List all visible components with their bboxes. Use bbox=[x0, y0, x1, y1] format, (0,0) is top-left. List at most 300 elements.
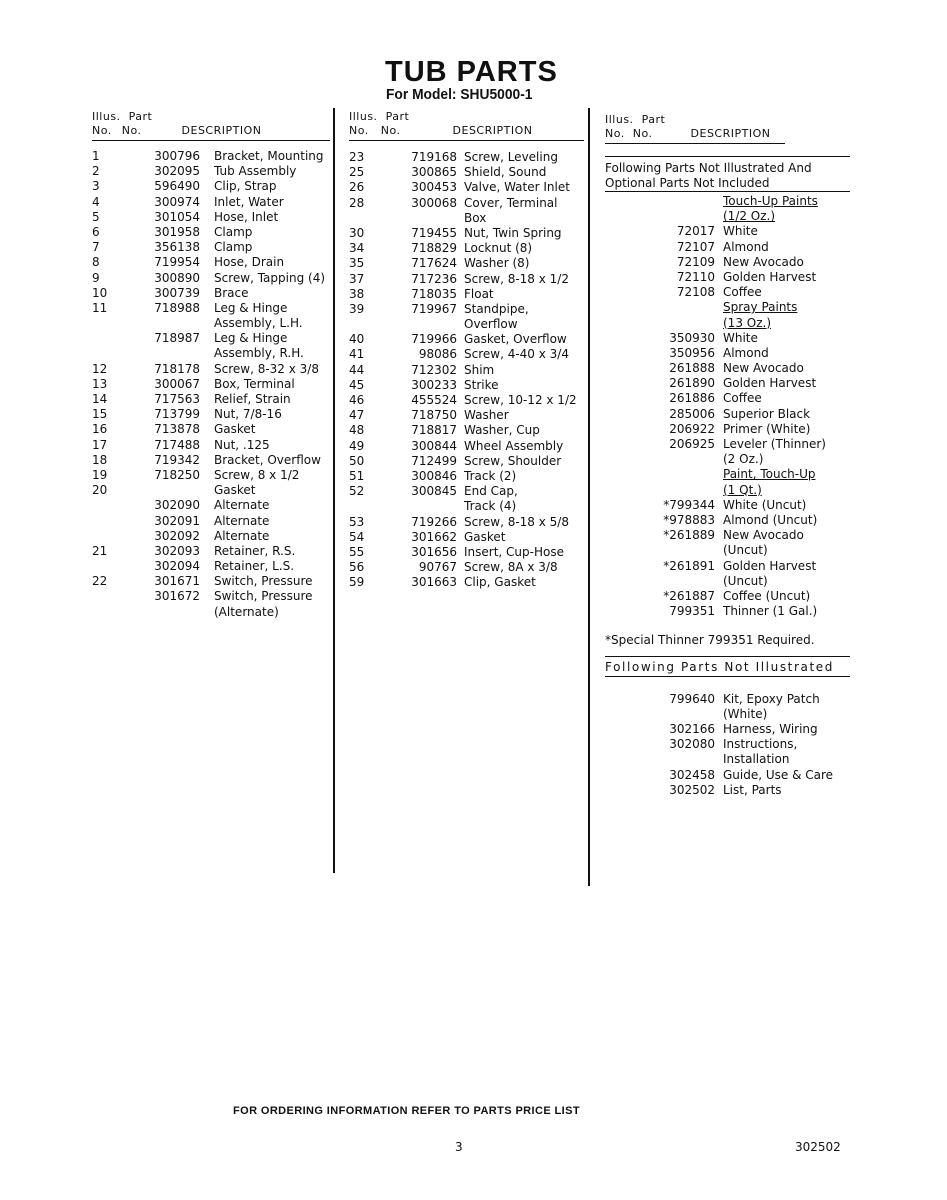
table-row bbox=[92, 149, 330, 164]
illus-number: 53 bbox=[349, 514, 365, 529]
part-number: 719168 bbox=[411, 150, 457, 164]
part-description: (White) bbox=[723, 706, 768, 721]
part-number: 302080 bbox=[669, 737, 715, 752]
header-illus: Illus. bbox=[349, 110, 378, 123]
table-row bbox=[349, 332, 584, 347]
part-description: Coffee bbox=[723, 285, 762, 300]
table-row bbox=[92, 164, 330, 179]
table-row bbox=[92, 301, 330, 316]
part-description: Box, Terminal bbox=[214, 376, 295, 391]
illus-number: 30 bbox=[349, 225, 365, 240]
column-divider bbox=[588, 108, 590, 886]
part-description: Switch, Pressure bbox=[214, 589, 313, 604]
table-row bbox=[92, 392, 330, 407]
table-row bbox=[605, 589, 850, 604]
part-description: Screw, 8-18 x 1/2 bbox=[464, 271, 569, 286]
table-row bbox=[605, 543, 850, 558]
part-number: 718750 bbox=[411, 408, 457, 423]
part-description: Gasket bbox=[214, 422, 256, 437]
part-description: Brace bbox=[214, 285, 249, 300]
part-description: (2 Oz.) bbox=[723, 452, 764, 467]
part-number: 799351 bbox=[669, 604, 715, 619]
table-row bbox=[605, 707, 850, 722]
part-description: Nut, 7/8-16 bbox=[214, 407, 282, 422]
part-description: Overflow bbox=[464, 317, 518, 332]
part-number: 72109 bbox=[676, 254, 715, 269]
table-row bbox=[92, 271, 330, 286]
page-number: 3 bbox=[455, 1140, 463, 1154]
illus-number: 21 bbox=[92, 543, 108, 558]
part-description: Hose, Drain bbox=[214, 255, 285, 270]
part-description: (13 Oz.) bbox=[723, 315, 772, 330]
ordering-note: FOR ORDERING INFORMATION REFER TO PARTS PRICE LIST bbox=[233, 1105, 580, 1117]
table-row bbox=[92, 605, 330, 620]
part-number: 72108 bbox=[676, 285, 715, 300]
illus-number: 15 bbox=[92, 407, 108, 422]
part-description: Golden Harvest bbox=[723, 558, 817, 573]
illus-number: 37 bbox=[349, 271, 365, 286]
table-row bbox=[349, 317, 584, 332]
illus-number: 18 bbox=[92, 452, 108, 467]
illus-number: 41 bbox=[349, 347, 365, 362]
part-description: Nut, .125 bbox=[214, 437, 270, 452]
table-row bbox=[605, 483, 850, 498]
table-row bbox=[605, 737, 850, 752]
table-row bbox=[605, 376, 850, 391]
part-number: *978883 bbox=[663, 512, 715, 527]
part-number: 718987 bbox=[154, 331, 200, 346]
part-number: 717563 bbox=[154, 392, 200, 406]
part-number: 302092 bbox=[154, 528, 200, 543]
header-no: No. bbox=[632, 127, 653, 140]
illus-number: 39 bbox=[349, 301, 365, 316]
header-no: No. bbox=[121, 124, 142, 137]
part-number: 302095 bbox=[154, 164, 200, 179]
part-number: 717236 bbox=[411, 271, 457, 286]
part-number: 301663 bbox=[411, 575, 457, 590]
table-row bbox=[349, 302, 584, 317]
part-number: 719455 bbox=[411, 225, 457, 240]
illus-number: 2 bbox=[92, 164, 100, 179]
part-description: Touch-Up Paints bbox=[723, 194, 818, 208]
illus-number: 22 bbox=[92, 574, 108, 589]
part-description: Clamp bbox=[214, 240, 253, 255]
part-description: Screw, Tapping (4) bbox=[214, 270, 326, 285]
table-row bbox=[92, 286, 330, 301]
table-row bbox=[605, 783, 850, 798]
illus-number: 14 bbox=[92, 392, 108, 406]
table-row bbox=[605, 285, 850, 300]
part-description: Standpipe, bbox=[464, 301, 529, 316]
part-number: 712499 bbox=[411, 453, 457, 468]
part-description: Primer (White) bbox=[723, 421, 811, 436]
illus-number: 25 bbox=[349, 165, 365, 180]
part-description: Alternate bbox=[214, 513, 270, 528]
part-number: 300067 bbox=[154, 376, 200, 391]
table-row bbox=[92, 544, 330, 559]
part-number: 713799 bbox=[154, 407, 200, 422]
illus-number: 11 bbox=[92, 300, 108, 315]
part-number: 300974 bbox=[154, 194, 200, 209]
table-row bbox=[349, 150, 584, 165]
part-description: Thinner (1 Gal.) bbox=[723, 604, 818, 619]
part-description: Alternate bbox=[214, 498, 270, 513]
part-description: Inlet, Water bbox=[214, 194, 284, 209]
header-no: No. bbox=[92, 124, 112, 137]
column-header bbox=[349, 109, 584, 145]
table-row bbox=[92, 240, 330, 255]
header-part: Part bbox=[128, 110, 153, 123]
table-row bbox=[605, 452, 850, 467]
illus-number: 54 bbox=[349, 529, 365, 544]
table-row bbox=[605, 240, 850, 255]
header-description: DESCRIPTION bbox=[452, 124, 533, 137]
part-description: Screw, 8-32 x 3/8 bbox=[214, 361, 319, 376]
part-description: Valve, Water Inlet bbox=[464, 180, 570, 195]
part-description: Retainer, R.S. bbox=[214, 543, 296, 558]
part-description: (1/2 Oz.) bbox=[723, 209, 776, 224]
table-row bbox=[605, 316, 850, 331]
part-description: Leg & Hinge bbox=[214, 300, 288, 315]
part-description: Shield, Sound bbox=[464, 165, 547, 180]
table-row bbox=[605, 224, 850, 239]
part-description: Insert, Cup-Hose bbox=[464, 544, 564, 559]
part-description: Cover, Terminal bbox=[464, 195, 558, 210]
header-part: Part bbox=[641, 113, 666, 126]
part-description: Box bbox=[464, 210, 487, 225]
illus-number: 19 bbox=[92, 467, 108, 482]
table-row bbox=[92, 498, 330, 513]
special-thinner-note: *Special Thinner 799351 Required. bbox=[605, 633, 815, 648]
part-description: White bbox=[723, 330, 758, 345]
optional-parts-list bbox=[605, 194, 850, 619]
part-description: Switch, Pressure bbox=[214, 574, 313, 589]
part-description: Coffee (Uncut) bbox=[723, 588, 811, 603]
part-description: Screw, 4-40 x 3/4 bbox=[464, 347, 569, 362]
illus-number: 34 bbox=[349, 241, 365, 256]
table-row bbox=[349, 530, 584, 545]
part-description: Installation bbox=[723, 752, 790, 767]
not-illustrated-heading: Following Parts Not Illustrated bbox=[605, 657, 850, 676]
part-number: 90767 bbox=[418, 560, 457, 575]
part-description: Relief, Strain bbox=[214, 392, 291, 406]
part-number: 719342 bbox=[154, 452, 200, 467]
part-description: Float bbox=[464, 286, 494, 301]
table-row bbox=[605, 437, 850, 452]
illus-number: 28 bbox=[349, 195, 365, 210]
part-number: 206925 bbox=[669, 437, 715, 451]
table-row bbox=[349, 484, 584, 499]
table-row bbox=[605, 331, 850, 346]
part-number: 302093 bbox=[154, 543, 200, 558]
part-description: Hose, Inlet bbox=[214, 209, 279, 224]
part-description: Leveler (Thinner) bbox=[723, 437, 826, 451]
part-number: 350930 bbox=[669, 330, 715, 345]
part-description: Screw, Shoulder bbox=[464, 453, 562, 468]
illus-number: 55 bbox=[349, 544, 365, 559]
parts-column-1 bbox=[92, 109, 330, 620]
table-row bbox=[605, 722, 850, 737]
part-number: 719967 bbox=[411, 301, 457, 316]
table-row bbox=[605, 346, 850, 361]
part-number: 261886 bbox=[669, 391, 715, 406]
table-row bbox=[349, 423, 584, 438]
part-number: 300844 bbox=[411, 438, 457, 453]
parts-column-2 bbox=[349, 109, 584, 590]
table-row bbox=[349, 272, 584, 287]
part-number: 301958 bbox=[154, 224, 200, 239]
table-row bbox=[605, 209, 850, 224]
part-description: Spray Paints bbox=[723, 300, 798, 315]
table-row bbox=[349, 378, 584, 393]
illus-number: 1 bbox=[92, 149, 100, 163]
part-description: Paint, Touch-Up bbox=[723, 467, 816, 482]
table-row bbox=[92, 483, 330, 498]
part-description: White (Uncut) bbox=[723, 497, 807, 512]
part-number: 596490 bbox=[154, 179, 200, 194]
illus-number: 51 bbox=[349, 468, 365, 483]
table-row bbox=[349, 560, 584, 575]
table-row bbox=[605, 768, 850, 783]
part-description: (Alternate) bbox=[214, 604, 279, 619]
part-description: Gasket bbox=[464, 529, 506, 544]
part-number: 301662 bbox=[411, 529, 457, 544]
part-description: Clip, Strap bbox=[214, 179, 277, 194]
illus-number: 5 bbox=[92, 209, 100, 224]
part-description: Gasket, Overflow bbox=[464, 332, 567, 347]
table-row bbox=[605, 604, 850, 619]
table-row bbox=[349, 241, 584, 256]
part-number: 719966 bbox=[411, 332, 457, 347]
part-description: End Cap, bbox=[464, 484, 518, 499]
part-description: Leg & Hinge bbox=[214, 331, 288, 346]
part-description: Bracket, Overflow bbox=[214, 452, 321, 467]
part-number: 285006 bbox=[669, 406, 715, 421]
illus-number: 3 bbox=[92, 179, 100, 194]
table-row bbox=[349, 180, 584, 195]
table-row bbox=[92, 529, 330, 544]
part-description: New Avocado bbox=[723, 361, 804, 376]
illus-number: 44 bbox=[349, 362, 365, 377]
illus-number: 8 bbox=[92, 255, 100, 270]
part-number: 719266 bbox=[411, 514, 457, 529]
optional-heading: Following Parts Not Illustrated And Optional Parts Not Included bbox=[605, 157, 850, 192]
table-row bbox=[92, 438, 330, 453]
part-number: 261888 bbox=[669, 361, 715, 376]
illus-number: 4 bbox=[92, 194, 100, 209]
part-number: *261891 bbox=[663, 558, 715, 573]
part-description: Track (2) bbox=[464, 468, 517, 483]
table-row bbox=[605, 574, 850, 589]
part-description: Harness, Wiring bbox=[723, 722, 818, 737]
table-row bbox=[349, 439, 584, 454]
table-row bbox=[92, 179, 330, 194]
table-row bbox=[605, 255, 850, 270]
part-number: 301672 bbox=[154, 589, 200, 604]
not-illustrated-list bbox=[605, 692, 850, 798]
table-row bbox=[349, 454, 584, 469]
table-row bbox=[92, 422, 330, 437]
table-row bbox=[605, 513, 850, 528]
part-number: 302458 bbox=[669, 767, 715, 782]
part-description: Instructions, bbox=[723, 737, 798, 752]
part-description: Screw, 8 x 1/2 bbox=[214, 467, 300, 482]
table-row bbox=[605, 559, 850, 574]
table-row bbox=[349, 347, 584, 362]
illus-number: 17 bbox=[92, 437, 108, 452]
table-row bbox=[92, 453, 330, 468]
part-description: New Avocado bbox=[723, 254, 804, 269]
header-no: No. bbox=[605, 127, 625, 140]
part-description: Retainer, L.S. bbox=[214, 559, 295, 574]
illus-number: 45 bbox=[349, 377, 365, 392]
table-row bbox=[605, 270, 850, 285]
parts-list bbox=[92, 149, 330, 620]
illus-number: 26 bbox=[349, 180, 365, 195]
table-row bbox=[605, 528, 850, 543]
part-number: 717624 bbox=[411, 256, 457, 271]
part-description: Assembly, R.H. bbox=[214, 346, 304, 361]
table-row bbox=[92, 574, 330, 589]
header-description: DESCRIPTION bbox=[181, 124, 262, 137]
illus-number: 46 bbox=[349, 393, 365, 407]
illus-number: 6 bbox=[92, 224, 100, 239]
table-row bbox=[92, 225, 330, 240]
part-description: (Uncut) bbox=[723, 573, 768, 588]
parts-column-3 bbox=[605, 112, 850, 798]
part-description: Alternate bbox=[214, 528, 270, 543]
table-row bbox=[92, 589, 330, 604]
part-number: 300453 bbox=[411, 180, 457, 195]
part-description: Washer (8) bbox=[464, 256, 530, 271]
column-divider bbox=[333, 108, 335, 873]
table-row bbox=[605, 194, 850, 209]
illus-number: 13 bbox=[92, 376, 108, 391]
part-number: 300846 bbox=[411, 468, 457, 483]
part-number: 300796 bbox=[154, 149, 200, 163]
part-description: Washer bbox=[464, 408, 509, 423]
part-description: Superior Black bbox=[723, 406, 811, 421]
part-description: Nut, Twin Spring bbox=[464, 225, 562, 240]
part-description: Coffee bbox=[723, 391, 762, 406]
header-no: No. bbox=[380, 124, 401, 137]
part-number: 718250 bbox=[154, 467, 200, 482]
part-number: 301671 bbox=[154, 574, 200, 589]
table-row bbox=[92, 514, 330, 529]
part-number: 302166 bbox=[669, 722, 715, 737]
table-row bbox=[349, 575, 584, 590]
part-number: 302090 bbox=[154, 498, 200, 513]
illus-number: 40 bbox=[349, 332, 365, 347]
part-number: *261889 bbox=[663, 528, 715, 543]
table-row bbox=[605, 361, 850, 376]
table-row bbox=[605, 692, 850, 707]
table-row bbox=[349, 363, 584, 378]
table-row bbox=[349, 515, 584, 530]
part-number: 300865 bbox=[411, 165, 457, 180]
table-row bbox=[605, 467, 850, 482]
header-part: Part bbox=[385, 110, 410, 123]
table-row bbox=[349, 545, 584, 560]
illus-number: 12 bbox=[92, 361, 108, 376]
table-row bbox=[605, 752, 850, 767]
illus-number: 52 bbox=[349, 484, 365, 499]
part-description: Track (4) bbox=[464, 499, 517, 514]
header-illus: Illus. bbox=[92, 110, 121, 123]
illus-number: 23 bbox=[349, 150, 365, 164]
illus-number: 7 bbox=[92, 240, 100, 255]
table-row bbox=[349, 287, 584, 302]
illus-number: 49 bbox=[349, 438, 365, 453]
table-row bbox=[92, 195, 330, 210]
header-no: No. bbox=[349, 124, 369, 137]
part-number: 302094 bbox=[154, 559, 200, 574]
table-row bbox=[605, 498, 850, 513]
table-row bbox=[92, 210, 330, 225]
part-description: Screw, 8-18 x 5/8 bbox=[464, 514, 569, 529]
illus-number: 35 bbox=[349, 256, 365, 271]
part-number: 301054 bbox=[154, 209, 200, 224]
table-row bbox=[349, 211, 584, 226]
part-number: 300739 bbox=[154, 285, 200, 300]
part-description: Locknut (8) bbox=[464, 241, 533, 256]
part-number: 718988 bbox=[154, 300, 200, 315]
part-description: Shim bbox=[464, 362, 495, 377]
illus-number: 38 bbox=[349, 286, 365, 301]
part-number: 718829 bbox=[411, 241, 457, 256]
part-number: 302091 bbox=[154, 513, 200, 528]
table-row bbox=[349, 499, 584, 514]
part-number: *261887 bbox=[663, 588, 715, 603]
part-number: 350956 bbox=[669, 345, 715, 360]
illus-number: 16 bbox=[92, 422, 108, 437]
part-description: White bbox=[723, 224, 758, 239]
table-row bbox=[92, 377, 330, 392]
part-number: 717488 bbox=[154, 437, 200, 452]
table-row bbox=[349, 165, 584, 180]
part-number: 718817 bbox=[411, 423, 457, 438]
model-subtitle: For Model: SHU5000-1 bbox=[386, 86, 533, 103]
part-description: Kit, Epoxy Patch bbox=[723, 691, 820, 706]
table-row bbox=[92, 468, 330, 483]
part-description: Gasket bbox=[214, 483, 256, 498]
part-number: 718178 bbox=[154, 361, 200, 376]
part-description: (Uncut) bbox=[723, 543, 768, 558]
illus-number: 47 bbox=[349, 408, 365, 423]
part-number: 300890 bbox=[154, 270, 200, 285]
parts-list bbox=[349, 150, 584, 590]
table-row bbox=[349, 256, 584, 271]
header-illus: Illus. bbox=[605, 113, 634, 126]
table-row bbox=[605, 391, 850, 406]
table-row bbox=[92, 331, 330, 346]
illus-number: 48 bbox=[349, 423, 365, 438]
part-description: Screw, Leveling bbox=[464, 150, 558, 164]
illus-number: 9 bbox=[92, 270, 100, 285]
table-row bbox=[92, 362, 330, 377]
part-number: 261890 bbox=[669, 376, 715, 391]
part-description: Strike bbox=[464, 377, 499, 392]
part-number: 300845 bbox=[411, 484, 457, 499]
part-description: Assembly, L.H. bbox=[214, 316, 303, 331]
part-number: 300068 bbox=[411, 195, 457, 210]
part-number: 799640 bbox=[669, 691, 715, 706]
part-description: Clip, Gasket bbox=[464, 575, 536, 590]
part-description: Almond bbox=[723, 239, 769, 254]
part-description: Screw, 8A x 3/8 bbox=[464, 560, 558, 575]
table-row bbox=[605, 422, 850, 437]
part-number: 206922 bbox=[669, 421, 715, 436]
